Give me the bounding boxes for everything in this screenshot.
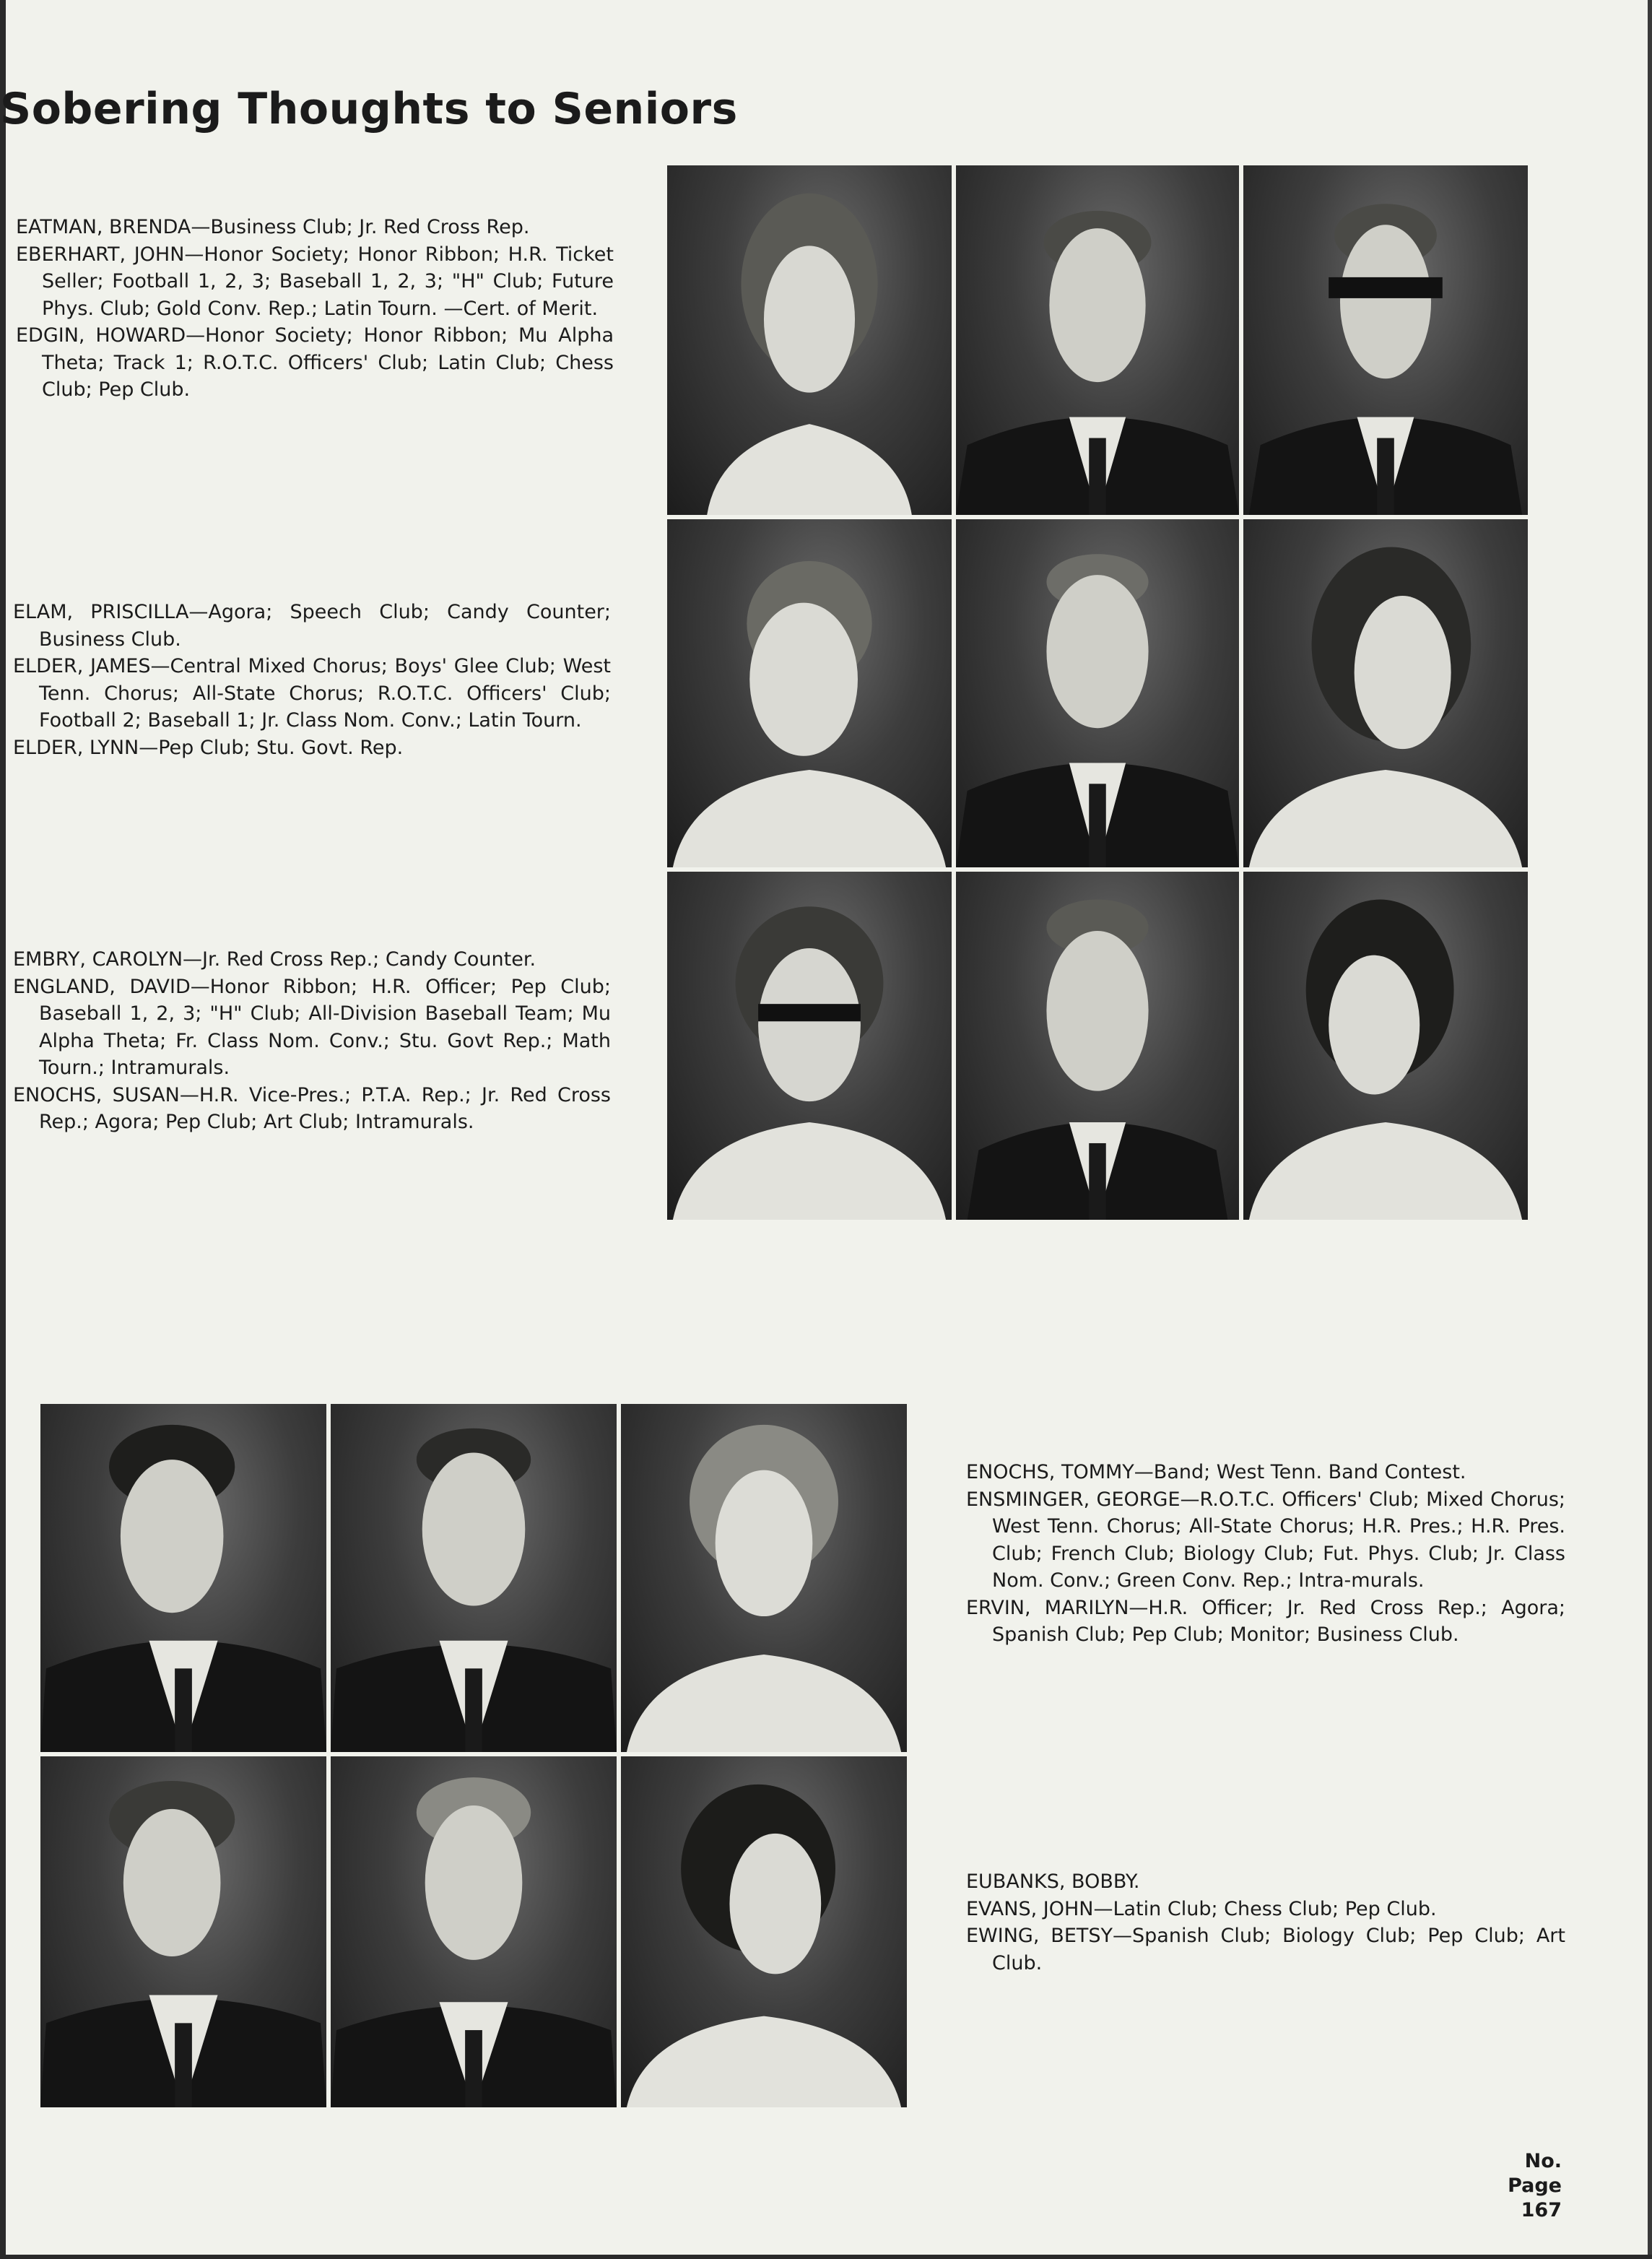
portrait-image: [667, 165, 952, 515]
portrait-image: [621, 1756, 907, 2107]
portrait-image: [956, 872, 1239, 1220]
senior-bio: EWING, BETSY—Spanish Club; Biology Club; Pep Club; Art Club.: [966, 1925, 1565, 1974]
senior-portrait-photo: [956, 519, 1239, 867]
bio-group-top-3: [13, 946, 611, 1136]
senior-portrait-photo: [667, 872, 952, 1220]
portrait-image: [956, 165, 1239, 515]
portrait-image: [1243, 165, 1528, 515]
portrait-image: [40, 1404, 326, 1752]
senior-portrait-photo: [331, 1756, 617, 2107]
senior-bio: EUBANKS, BOBBY.: [966, 1870, 1140, 1893]
portrait-image: [331, 1756, 617, 2107]
page-edge-bottom: [0, 2255, 1652, 2259]
bio-group-bottom-2: [966, 1868, 1565, 1977]
portrait-image: [1243, 872, 1528, 1220]
portrait-image: [1243, 519, 1528, 867]
senior-portrait-photo: [956, 872, 1239, 1220]
senior-bio: EATMAN, BRENDA—Business Club; Jr. Red Cross Rep.: [16, 216, 530, 238]
senior-portrait-photo: [1243, 519, 1528, 867]
photo-grid-bottom: [40, 1404, 907, 2107]
portrait-image: [331, 1404, 617, 1752]
senior-bio: ELDER, JAMES—Central Mixed Chorus; Boys' Glee Club; West Tenn. Chorus; All-State Chorus; R.O.T.C. Officers' Club; Football 2; Baseball 1; Jr. Class Nom. Conv.; Latin Tourn.: [13, 655, 611, 732]
senior-portrait-photo: [40, 1404, 326, 1752]
senior-bio: ELAM, PRISCILLA—Agora; Speech Club; Candy Counter; Business Club.: [13, 601, 611, 651]
senior-portrait-photo: [40, 1756, 326, 2107]
senior-bio: EDGIN, HOWARD—Honor Society; Honor Ribbon; Mu Alpha Theta; Track 1; R.O.T.C. Officers' Club; Latin Club; Chess Club; Pep Club.: [16, 324, 614, 401]
page-number: [1475, 2149, 1562, 2223]
bio-group-bottom-1: [966, 1459, 1565, 1649]
page-number-label: Page: [1508, 2175, 1562, 2197]
senior-bio: EBERHART, JOHN—Honor Society; Honor Ribbon; H.R. Ticket Seller; Football 1, 2, 3; Baseball 1, 2, 3; "H" Club; Future Phys. Club; Gold Conv. Rep.; Latin Tourn. —Cert. of Merit.: [16, 243, 614, 320]
senior-portrait-photo: [621, 1404, 907, 1752]
senior-portrait-photo: [1243, 165, 1528, 515]
senior-portrait-photo: [667, 519, 952, 867]
senior-bio: ELDER, LYNN—Pep Club; Stu. Govt. Rep.: [13, 736, 404, 759]
portrait-image: [667, 872, 952, 1220]
senior-portrait-photo: [667, 165, 952, 515]
senior-bio: ENOCHS, SUSAN—H.R. Vice-Pres.; P.T.A. Rep.; Jr. Red Cross Rep.; Agora; Pep Club; Art Club; Intramurals.: [13, 1083, 611, 1133]
portrait-image: [667, 519, 952, 867]
portrait-image: [956, 519, 1239, 867]
page-number-label: No.: [1524, 2150, 1562, 2172]
senior-bio: ENOCHS, TOMMY—Band; West Tenn. Band Contest.: [966, 1461, 1466, 1483]
page-edge-right: [1648, 0, 1652, 2259]
portrait-image: [621, 1404, 907, 1752]
page-number-value: 167: [1521, 2199, 1562, 2221]
senior-portrait-photo: [331, 1404, 617, 1752]
photo-grid-top: [667, 165, 1528, 1220]
page-edge-left: [0, 0, 6, 2259]
bio-group-top-2: [13, 599, 611, 761]
senior-bio: ENSMINGER, GEORGE—R.O.T.C. Officers' Club; Mixed Chorus; West Tenn. Chorus; All-State Chorus; H.R. Pres.; H.R. Pres. Club; French Club; Biology Club; Fut. Phys. Club; Jr. Class Nom. Conv.; Green Conv. Rep.; Intra-murals.: [966, 1488, 1565, 1592]
senior-bio: EVANS, JOHN—Latin Club; Chess Club; Pep Club.: [966, 1897, 1437, 1920]
senior-portrait-photo: [1243, 872, 1528, 1220]
senior-bio: ENGLAND, DAVID—Honor Ribbon; H.R. Officer; Pep Club; Baseball 1, 2, 3; "H" Club; All-Division Baseball Team; Mu Alpha Theta; Fr. Class Nom. Conv.; Stu. Govt Rep.; Math Tourn.; Intramurals.: [13, 975, 611, 1079]
senior-portrait-photo: [621, 1756, 907, 2107]
bio-group-top-1: [16, 214, 614, 404]
portrait-image: [40, 1756, 326, 2107]
senior-bio: EMBRY, CAROLYN—Jr. Red Cross Rep.; Candy Counter.: [13, 948, 536, 971]
senior-portrait-photo: [956, 165, 1239, 515]
page-title: Sobering Thoughts to Seniors: [0, 84, 738, 134]
senior-bio: ERVIN, MARILYN—H.R. Officer; Jr. Red Cross Rep.; Agora; Spanish Club; Pep Club; Monitor; Business Club.: [966, 1596, 1565, 1646]
